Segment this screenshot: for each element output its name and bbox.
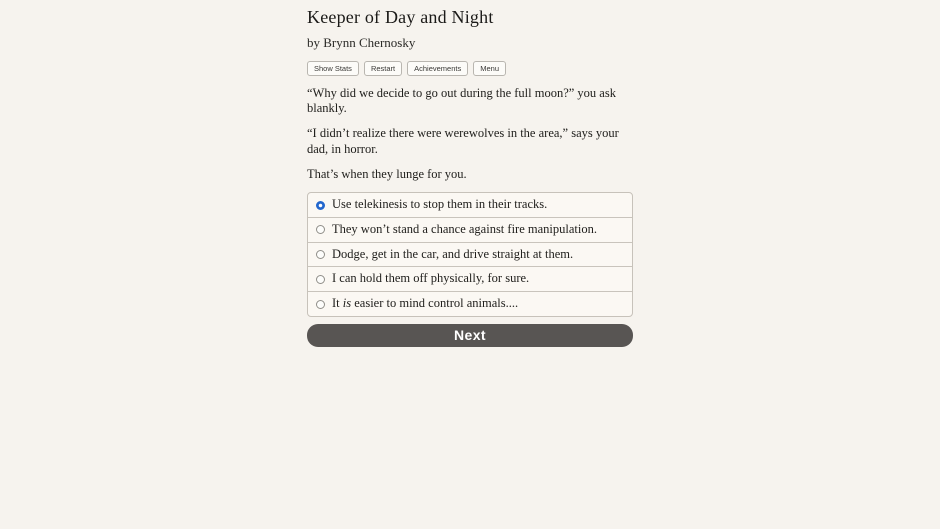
radio-unselected-icon[interactable]: [316, 300, 325, 309]
menu-button[interactable]: Menu: [473, 61, 506, 76]
game-page: [307, 0, 633, 347]
choice-option[interactable]: [308, 218, 632, 243]
show-stats-button[interactable]: Show Stats: [307, 61, 359, 76]
story-paragraph: That’s when they lunge for you.: [307, 167, 467, 181]
story-paragraph: “Why did we decide to go out during the full moon?” you ask blankly.: [307, 85, 616, 116]
author-byline: by Brynn Chernosky: [307, 35, 416, 50]
choice-option[interactable]: [308, 193, 632, 218]
story-paragraph: “I didn’t realize there were werewolves in the area,” says your dad, in horror.: [307, 126, 619, 156]
radio-unselected-icon[interactable]: [316, 225, 325, 234]
next-button[interactable]: Next: [307, 324, 633, 347]
choice-option[interactable]: [308, 243, 632, 268]
radio-selected-icon[interactable]: [316, 201, 325, 210]
choice-option-label: I can hold them off physically, for sure.: [332, 271, 530, 286]
toolbar: [307, 61, 633, 76]
choice-option[interactable]: [308, 267, 632, 292]
choice-option[interactable]: [308, 292, 632, 316]
choice-option-label: They won’t stand a chance against fire manipulation.: [332, 221, 597, 236]
radio-unselected-icon[interactable]: [316, 275, 325, 284]
radio-unselected-icon[interactable]: [316, 250, 325, 259]
choice-option-label: Use telekinesis to stop them in their tracks.: [332, 197, 548, 212]
choice-list: [307, 192, 633, 317]
page-title: Keeper of Day and Night: [307, 7, 494, 27]
choice-option-label: Dodge, get in the car, and drive straight at them.: [332, 246, 574, 261]
achievements-button[interactable]: Achievements: [407, 61, 468, 76]
restart-button[interactable]: Restart: [364, 61, 402, 76]
story-text: [307, 86, 633, 183]
choice-option-label: It is easier to mind control animals....: [332, 296, 519, 311]
